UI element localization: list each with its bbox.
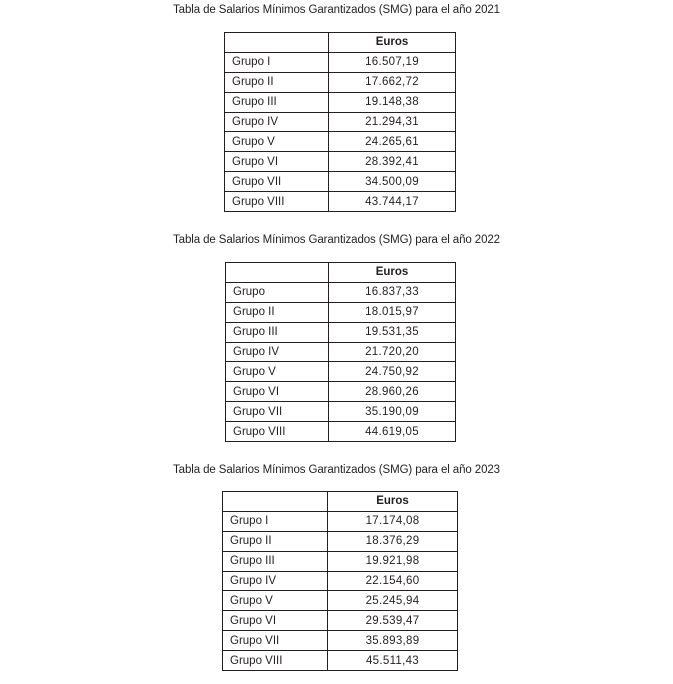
table-row xyxy=(223,531,458,551)
table-row xyxy=(226,342,456,362)
table-row xyxy=(225,192,456,212)
table-row xyxy=(225,92,456,112)
euros-cell: 43.744,17 xyxy=(329,192,456,212)
euros-cell: 29.539,47 xyxy=(328,611,458,631)
group-cell: Grupo V xyxy=(225,132,329,152)
table-header-row xyxy=(226,263,456,283)
table-header-row xyxy=(223,492,458,512)
table-row xyxy=(225,132,456,152)
table-row xyxy=(226,362,456,382)
euros-cell: 34.500,09 xyxy=(329,172,456,192)
header-group-cell xyxy=(223,492,328,512)
group-cell: Grupo III xyxy=(226,322,329,342)
group-cell: Grupo VIII xyxy=(225,192,329,212)
group-cell: Grupo VII xyxy=(225,172,329,192)
group-cell: Grupo III xyxy=(223,551,328,571)
euros-cell: 19.148,38 xyxy=(329,92,456,112)
table-header-row xyxy=(225,33,456,53)
group-cell: Grupo VII xyxy=(226,402,329,422)
table-row xyxy=(225,172,456,192)
euros-cell: 16.837,33 xyxy=(329,282,456,302)
smg-table-2022 xyxy=(225,262,456,442)
table-row xyxy=(226,422,456,442)
euros-cell: 28.392,41 xyxy=(329,152,456,172)
group-cell: Grupo I xyxy=(223,511,328,531)
group-cell: Grupo VI xyxy=(226,382,329,402)
table-row xyxy=(226,402,456,422)
euros-cell: 44.619,05 xyxy=(329,422,456,442)
table-row xyxy=(223,631,458,651)
group-cell: Grupo II xyxy=(226,302,329,322)
group-cell: Grupo IV xyxy=(226,342,329,362)
table-row xyxy=(226,302,456,322)
group-cell: Grupo II xyxy=(225,72,329,92)
euros-cell: 21.720,20 xyxy=(329,342,456,362)
euros-cell: 16.507,19 xyxy=(329,52,456,72)
group-cell: Grupo III xyxy=(225,92,329,112)
euros-cell: 24.265,61 xyxy=(329,132,456,152)
table-row xyxy=(223,511,458,531)
group-cell: Grupo VI xyxy=(225,152,329,172)
table-row xyxy=(223,651,458,671)
header-euros-cell: Euros xyxy=(329,33,456,53)
euros-cell: 35.190,09 xyxy=(329,402,456,422)
table-row xyxy=(226,382,456,402)
euros-cell: 17.174,08 xyxy=(328,511,458,531)
group-cell: Grupo VIII xyxy=(223,651,328,671)
euros-cell: 24.750,92 xyxy=(329,362,456,382)
table-row xyxy=(223,591,458,611)
table-row xyxy=(225,152,456,172)
group-cell: Grupo VII xyxy=(223,631,328,651)
group-cell: Grupo V xyxy=(226,362,329,382)
group-cell: Grupo I xyxy=(225,52,329,72)
group-cell: Grupo VIII xyxy=(226,422,329,442)
table-row xyxy=(225,72,456,92)
euros-cell: 45.511,43 xyxy=(328,651,458,671)
table-row xyxy=(223,571,458,591)
header-group-cell xyxy=(226,263,329,283)
table-caption-2022: Tabla de Salarios Mínimos Garantizados (SMG) para el año 2022 xyxy=(173,234,500,246)
group-cell: Grupo IV xyxy=(225,112,329,132)
table-row xyxy=(223,551,458,571)
group-cell: Grupo IV xyxy=(223,571,328,591)
table-row xyxy=(226,322,456,342)
euros-cell: 21.294,31 xyxy=(329,112,456,132)
table-row xyxy=(226,282,456,302)
group-cell: Grupo II xyxy=(223,531,328,551)
header-group-cell xyxy=(225,33,329,53)
euros-cell: 35.893,89 xyxy=(328,631,458,651)
euros-cell: 25.245,94 xyxy=(328,591,458,611)
euros-cell: 28.960,26 xyxy=(329,382,456,402)
header-euros-cell: Euros xyxy=(329,263,456,283)
euros-cell: 19.531,35 xyxy=(329,322,456,342)
smg-table-2021 xyxy=(224,32,456,212)
euros-cell: 18.015,97 xyxy=(329,302,456,322)
group-cell: Grupo V xyxy=(223,591,328,611)
table-caption-2021: Tabla de Salarios Mínimos Garantizados (SMG) para el año 2021 xyxy=(173,4,500,16)
table-caption-2023: Tabla de Salarios Mínimos Garantizados (SMG) para el año 2023 xyxy=(173,464,500,476)
group-cell: Grupo xyxy=(226,282,329,302)
table-row xyxy=(225,52,456,72)
euros-cell: 18.376,29 xyxy=(328,531,458,551)
table-row xyxy=(223,611,458,631)
smg-table-2023 xyxy=(222,491,458,671)
header-euros-cell: Euros xyxy=(328,492,458,512)
euros-cell: 19.921,98 xyxy=(328,551,458,571)
euros-cell: 22.154,60 xyxy=(328,571,458,591)
table-row xyxy=(225,112,456,132)
group-cell: Grupo VI xyxy=(223,611,328,631)
euros-cell: 17.662,72 xyxy=(329,72,456,92)
